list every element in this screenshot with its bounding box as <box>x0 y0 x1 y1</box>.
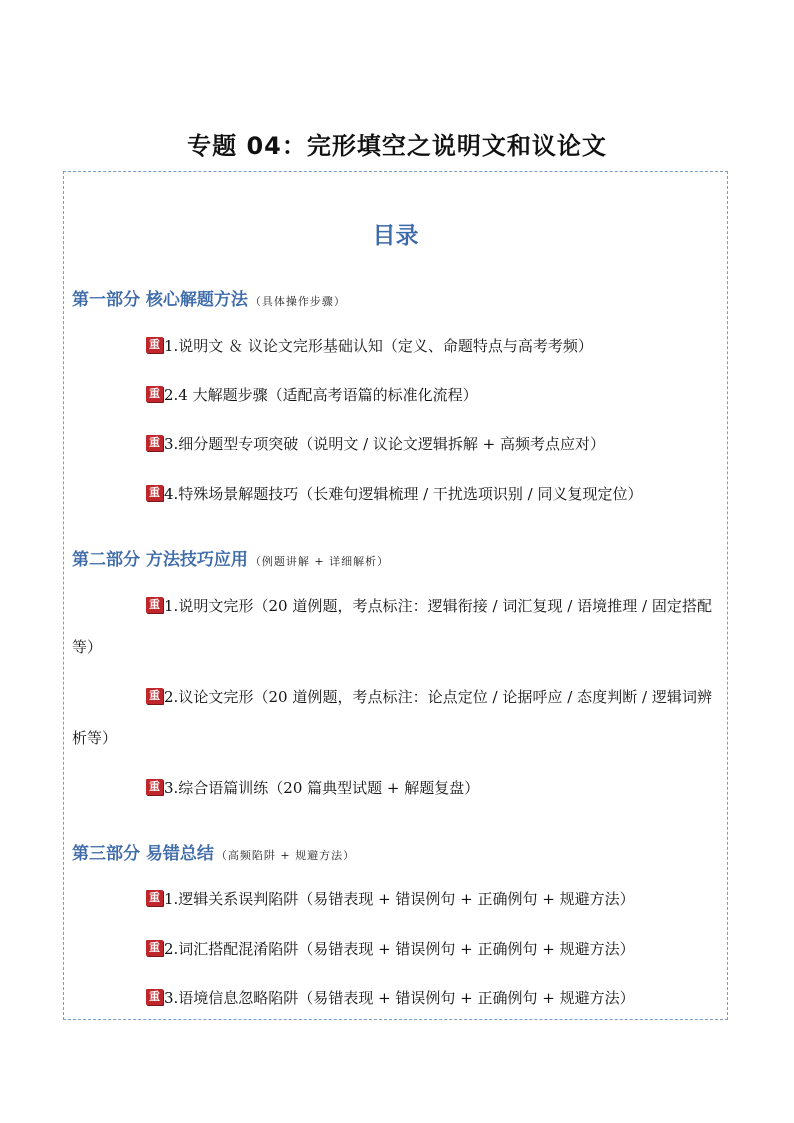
important-badge-icon: 重 <box>146 688 163 704</box>
part-1-title[interactable] <box>72 285 346 310</box>
toc-item-1-1[interactable] <box>72 326 712 367</box>
important-badge-icon: 重 <box>146 386 163 402</box>
toc-item-text: 2.议论文完形（20 道例题，考点标注：论点定位 / 论据呼应 / 态度判断 / 逻辑词辨析等） <box>72 688 712 747</box>
part-3-title[interactable] <box>72 839 355 864</box>
document-title: 专题 04：完形填空之说明文和议论文 <box>187 132 607 160</box>
part-2-title-text: 第二部分 方法技巧应用 <box>72 550 248 570</box>
important-badge-icon: 重 <box>146 989 163 1005</box>
toc-item-text: 3.综合语篇训练（20 篇典型试题 + 解题复盘） <box>164 779 480 797</box>
toc-item-text: 2.4 大解题步骤（适配高考语篇的标准化流程） <box>164 386 478 404</box>
toc-item-2-1[interactable] <box>72 586 712 668</box>
important-badge-icon: 重 <box>146 337 163 353</box>
toc-item-text: 1.逻辑关系误判陷阱（易错表现 + 错误例句 + 正确例句 + 规避方法） <box>164 890 635 908</box>
toc-item-3-1[interactable] <box>72 879 712 920</box>
table-of-contents <box>63 171 728 1020</box>
part-1-title-text: 第一部分 核心解题方法 <box>72 290 248 310</box>
toc-item-text: 3.语境信息忽略陷阱（易错表现 + 错误例句 + 正确例句 + 规避方法） <box>164 989 635 1007</box>
part-3-title-text: 第三部分 易错总结 <box>72 844 214 864</box>
toc-item-1-3[interactable] <box>72 424 712 465</box>
important-badge-icon: 重 <box>146 779 163 795</box>
toc-item-1-4[interactable] <box>72 474 712 515</box>
important-badge-icon: 重 <box>146 485 163 501</box>
important-badge-icon: 重 <box>146 435 163 451</box>
toc-item-text: 1.说明文完形（20 道例题，考点标注：逻辑衔接 / 词汇复现 / 语境推理 / 固定搭配等） <box>72 597 712 656</box>
part-1-note: （具体操作步骤） <box>249 295 346 308</box>
part-3-note: （高频陷阱 + 规避方法） <box>215 849 356 862</box>
part-2-note: （例题讲解 + 详细解析） <box>249 555 390 568</box>
important-badge-icon: 重 <box>146 940 163 956</box>
toc-item-3-3[interactable] <box>72 978 712 1019</box>
toc-item-1-2[interactable] <box>72 375 712 416</box>
toc-item-text: 4.特殊场景解题技巧（长难句逻辑梳理 / 干扰选项识别 / 同义复现定位） <box>164 485 643 503</box>
toc-item-2-2[interactable] <box>72 677 712 759</box>
toc-item-text: 1.说明文 ＆ 议论文完形基础认知（定义、命题特点与高考考频） <box>164 337 593 355</box>
toc-item-2-3[interactable] <box>72 768 712 809</box>
toc-item-text: 2.词汇搭配混淆陷阱（易错表现 + 错误例句 + 正确例句 + 规避方法） <box>164 940 635 958</box>
toc-item-3-2[interactable] <box>72 929 712 970</box>
toc-heading: 目录 <box>372 223 419 249</box>
toc-item-text: 3.细分题型专项突破（说明文 / 议论文逻辑拆解 + 高频考点应对） <box>164 435 606 453</box>
important-badge-icon: 重 <box>146 890 163 906</box>
part-2-title[interactable] <box>72 545 389 570</box>
important-badge-icon: 重 <box>146 597 163 613</box>
